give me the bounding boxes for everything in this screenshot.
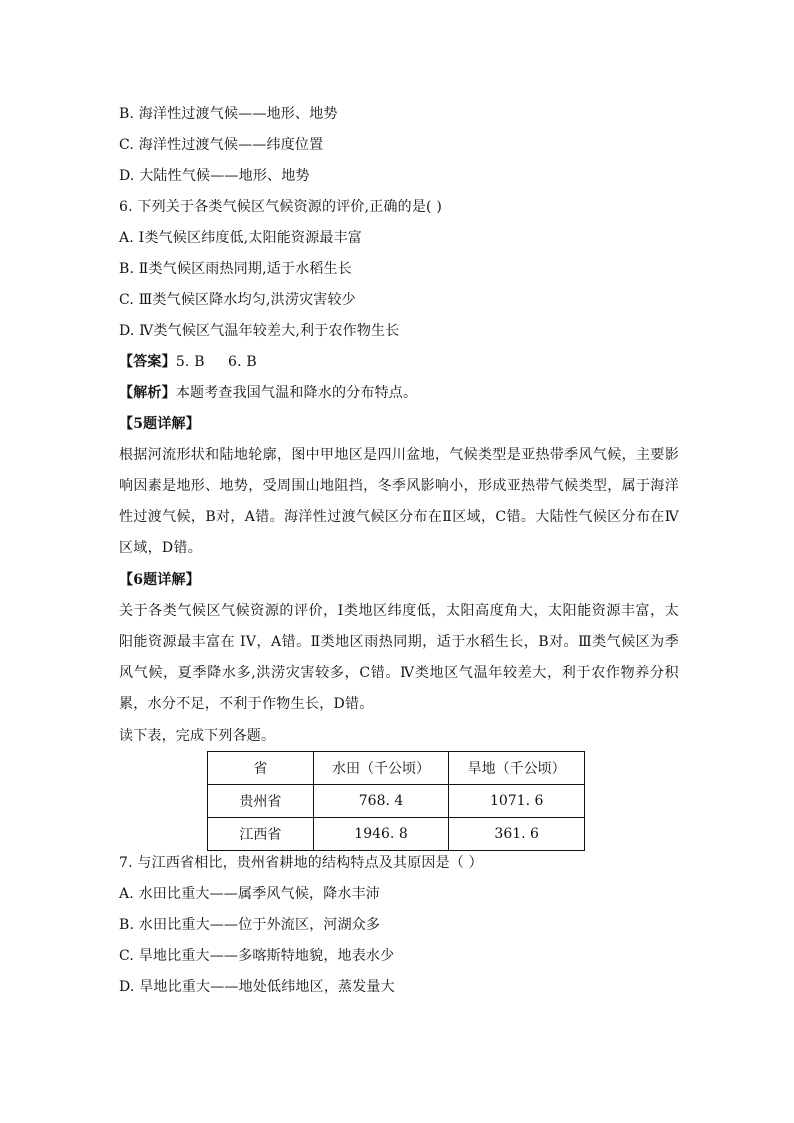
table-cell-dryland: 361. 6	[449, 818, 585, 851]
table-cell-province: 江西省	[208, 818, 314, 851]
detail5-paragraph: 根据河流形状和陆地轮廓，图中甲地区是四川盆地，气候类型是亚热带季风气候，主要影响因素是地形、地势，受周围山地阻挡，冬季风影响小，形成亚热带气候类型，属于海洋性过渡气候，B对，A错。海洋性过渡气候区分布在Ⅱ区域，C错。大陆性气候区分布在Ⅳ区域，D错。	[119, 447, 679, 556]
q7-option-a: A. 水田比重大——属季风气候，降水丰沛	[119, 886, 381, 902]
analysis-text: 本题考查我国气温和降水的分布特点。	[175, 385, 418, 401]
table-cell-province: 贵州省	[208, 785, 314, 818]
analysis-line	[119, 383, 417, 403]
detail5-label: 【5题详解】	[119, 416, 200, 432]
detail5-heading	[119, 414, 200, 434]
q5-option-b: B. 海洋性过渡气候——地形、地势	[119, 106, 338, 122]
q6-option-d: D. Ⅳ类气候区气温年较差大,利于农作物生长	[119, 323, 400, 339]
answer-text: 5. B 6. B	[175, 354, 257, 370]
table-intro: 读下表，完成下列各题。	[119, 728, 276, 744]
q7-option-c: C. 旱地比重大——多喀斯特地貌，地表水少	[119, 948, 395, 964]
detail6-paragraph: 关于各类气候区气候资源的评价，Ⅰ类地区纬度低，太阳高度角大，太阳能资源丰富，太阳能资源最丰富在 IV，A错。Ⅱ类地区雨热同期，适于水稻生长，B对。Ⅲ类气候区为季风气候，夏季降水多,洪涝灾害较多，C错。Ⅳ类地区气温年较差大，利于农作物养分积累，水分不足，不利于作物生长，D错。	[119, 603, 679, 712]
detail6-heading	[119, 570, 200, 590]
table-cell-paddy: 1946. 8	[313, 818, 449, 851]
detail6-label: 【6题详解】	[119, 572, 200, 588]
q5-option-c: C. 海洋性过渡气候——纬度位置	[119, 137, 324, 153]
table-row	[208, 785, 585, 818]
answer-line	[119, 352, 257, 372]
analysis-label: 【解析】	[119, 385, 176, 401]
q5-option-d: D. 大陆性气候——地形、地势	[119, 168, 310, 184]
table-header-row	[208, 752, 585, 785]
q7-option-b: B. 水田比重大——位于外流区，河湖众多	[119, 917, 381, 933]
table-cell-dryland: 1071. 6	[449, 785, 585, 818]
q7-stem: 7. 与江西省相比，贵州省耕地的结构特点及其原因是（ ）	[119, 855, 483, 871]
answer-label: 【答案】	[119, 354, 176, 370]
q6-option-c: C. Ⅲ类气候区降水均匀,洪涝灾害较少	[119, 292, 356, 308]
table-header-dryland: 旱地（千公顷）	[449, 752, 585, 785]
q6-option-b: B. Ⅱ类气候区雨热同期,适于水稻生长	[119, 261, 352, 277]
q6-stem: 6. 下列关于各类气候区气候资源的评价,正确的是( )	[119, 199, 443, 215]
q7-option-d: D. 旱地比重大——地处低纬地区，蒸发量大	[119, 979, 395, 995]
table-row	[208, 818, 585, 851]
table-header-paddy: 水田（千公顷）	[313, 752, 449, 785]
land-use-table	[207, 751, 585, 851]
table-cell-paddy: 768. 4	[313, 785, 449, 818]
q6-option-a: A. Ⅰ类气候区纬度低,太阳能资源最丰富	[119, 230, 362, 246]
table-header-province: 省	[208, 752, 314, 785]
